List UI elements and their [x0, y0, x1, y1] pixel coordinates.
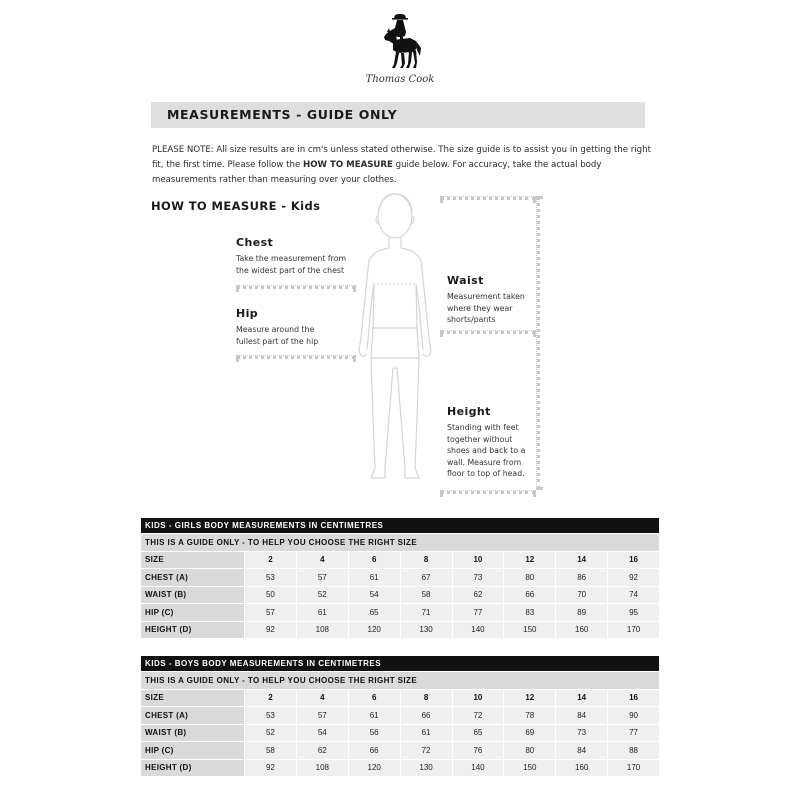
value-cell: 61 — [348, 707, 400, 725]
value-cell: 150 — [504, 621, 556, 639]
value-cell: 66 — [504, 586, 556, 604]
value-cell: 66 — [400, 707, 452, 725]
value-cell: 78 — [504, 707, 556, 725]
value-cell: 73 — [452, 569, 504, 587]
value-cell: 89 — [556, 604, 608, 622]
dotted-guide-top — [440, 196, 536, 200]
value-cell: 120 — [348, 621, 400, 639]
dotted-guide-chest — [236, 285, 356, 289]
chest-title: Chest — [236, 236, 274, 249]
value-cell: 170 — [608, 759, 660, 777]
dotted-guide-waist — [440, 330, 536, 334]
dotted-guide-hip — [236, 355, 356, 359]
waist-label-block — [447, 274, 525, 326]
height-label-block — [447, 405, 525, 480]
table-row — [141, 759, 660, 777]
height-desc-1: Standing with feet — [447, 423, 519, 432]
value-cell: 130 — [400, 621, 452, 639]
value-cell: 108 — [296, 621, 348, 639]
value-cell: 80 — [504, 742, 556, 760]
value-cell: 71 — [400, 604, 452, 622]
horse-rider-icon — [350, 10, 450, 88]
value-cell: 80 — [504, 569, 556, 587]
value-cell: 120 — [348, 759, 400, 777]
table-row — [141, 689, 660, 707]
value-cell: 58 — [245, 742, 297, 760]
value-cell: 69 — [504, 724, 556, 742]
value-cell: 52 — [296, 586, 348, 604]
height-desc-3: shoes and back to a — [447, 446, 526, 455]
table-row — [141, 551, 660, 569]
boys-table-subheader: THIS IS A GUIDE ONLY - TO HELP YOU CHOOSE THE RIGHT SIZE — [141, 672, 660, 690]
value-cell: 50 — [245, 586, 297, 604]
value-cell: 88 — [608, 742, 660, 760]
size-row-label: SIZE — [141, 689, 245, 707]
hip-desc-2: fullest part of the hip — [236, 336, 319, 346]
size-cell: 12 — [504, 551, 556, 569]
size-cell: 14 — [556, 689, 608, 707]
row-label: CHEST (A) — [141, 569, 245, 587]
size-cell: 4 — [296, 689, 348, 707]
table-row — [141, 604, 660, 622]
waist-desc-2: where they wear — [447, 303, 513, 313]
table-row — [141, 586, 660, 604]
note-text-2: guide below. For accuracy, take the actual body measurements rather than measuring over your clothes. — [152, 160, 602, 185]
value-cell: 77 — [608, 724, 660, 742]
row-label: HEIGHT (D) — [141, 621, 245, 639]
size-cell: 16 — [608, 689, 660, 707]
value-cell: 54 — [348, 586, 400, 604]
value-cell: 62 — [452, 586, 504, 604]
size-cell: 6 — [348, 689, 400, 707]
value-cell: 170 — [608, 621, 660, 639]
value-cell: 84 — [556, 707, 608, 725]
chest-desc-1: Take the measurement from — [236, 254, 347, 263]
value-cell: 72 — [452, 707, 504, 725]
size-row-label: SIZE — [141, 551, 245, 569]
value-cell: 53 — [245, 569, 297, 587]
value-cell: 65 — [452, 724, 504, 742]
child-figure-illustration — [345, 188, 445, 488]
value-cell: 61 — [296, 604, 348, 622]
table-row — [141, 742, 660, 760]
height-desc-4: wall. Measure from — [447, 457, 522, 467]
value-cell: 54 — [296, 724, 348, 742]
size-cell: 2 — [245, 689, 297, 707]
value-cell: 76 — [452, 742, 504, 760]
size-cell: 2 — [245, 551, 297, 569]
value-cell: 160 — [556, 621, 608, 639]
size-cell: 16 — [608, 551, 660, 569]
row-label: HEIGHT (D) — [141, 759, 245, 777]
value-cell: 140 — [452, 621, 504, 639]
value-cell: 58 — [400, 586, 452, 604]
value-cell: 53 — [245, 707, 297, 725]
value-cell: 90 — [608, 707, 660, 725]
size-cell: 8 — [400, 551, 452, 569]
row-label: WAIST (B) — [141, 586, 245, 604]
value-cell: 108 — [296, 759, 348, 777]
height-title: Height — [447, 405, 491, 418]
value-cell: 65 — [348, 604, 400, 622]
value-cell: 72 — [400, 742, 452, 760]
boys-measurement-table — [140, 655, 660, 777]
value-cell: 130 — [400, 759, 452, 777]
girls-table-header: KIDS - GIRLS BODY MEASUREMENTS IN CENTIMETRES — [141, 518, 660, 534]
size-cell: 12 — [504, 689, 556, 707]
size-cell: 6 — [348, 551, 400, 569]
value-cell: 92 — [245, 759, 297, 777]
brand-logo — [350, 10, 450, 88]
dotted-guide-right — [536, 196, 540, 490]
value-cell: 70 — [556, 586, 608, 604]
note-paragraph — [152, 143, 652, 188]
hip-label-block — [236, 307, 318, 347]
value-cell: 150 — [504, 759, 556, 777]
chest-label-block — [236, 236, 346, 276]
value-cell: 52 — [245, 724, 297, 742]
size-cell: 10 — [452, 551, 504, 569]
row-label: CHEST (A) — [141, 707, 245, 725]
value-cell: 84 — [556, 742, 608, 760]
size-cell: 8 — [400, 689, 452, 707]
value-cell: 61 — [400, 724, 452, 742]
size-cell: 4 — [296, 551, 348, 569]
hip-desc-1: Measure around the — [236, 325, 315, 334]
waist-desc-1: Measurement taken — [447, 292, 525, 301]
table-row — [141, 707, 660, 725]
value-cell: 57 — [296, 707, 348, 725]
row-label: WAIST (B) — [141, 724, 245, 742]
value-cell: 57 — [245, 604, 297, 622]
value-cell: 92 — [245, 621, 297, 639]
brand-wordmark: Thomas Cook — [365, 74, 435, 85]
height-desc-2: together without — [447, 434, 513, 444]
value-cell: 74 — [608, 586, 660, 604]
value-cell: 67 — [400, 569, 452, 587]
value-cell: 140 — [452, 759, 504, 777]
girls-table-subheader: THIS IS A GUIDE ONLY - TO HELP YOU CHOOSE THE RIGHT SIZE — [141, 534, 660, 552]
how-to-measure-heading: HOW TO MEASURE - Kids — [151, 199, 321, 213]
value-cell: 56 — [348, 724, 400, 742]
waist-title: Waist — [447, 274, 484, 287]
value-cell: 73 — [556, 724, 608, 742]
size-cell: 10 — [452, 689, 504, 707]
value-cell: 57 — [296, 569, 348, 587]
table-row — [141, 621, 660, 639]
value-cell: 92 — [608, 569, 660, 587]
page-title-band — [151, 102, 645, 128]
value-cell: 77 — [452, 604, 504, 622]
note-bold-text: HOW TO MEASURE — [303, 160, 393, 170]
table-row — [141, 724, 660, 742]
waist-desc-3: shorts/pants — [447, 315, 496, 324]
size-cell: 14 — [556, 551, 608, 569]
boys-table-header: KIDS - BOYS BODY MEASUREMENTS IN CENTIMETRES — [141, 656, 660, 672]
hip-title: Hip — [236, 307, 259, 320]
dotted-guide-bottom — [440, 490, 536, 494]
page-title: MEASUREMENTS - GUIDE ONLY — [167, 107, 398, 122]
value-cell: 61 — [348, 569, 400, 587]
table-row — [141, 569, 660, 587]
note-text-1: PLEASE NOTE: All size results are in cm's unless stated otherwise. The size guide is to assist you in getting the right fit, the first time. Please follow the — [152, 145, 651, 170]
row-label: HIP (C) — [141, 742, 245, 760]
value-cell: 86 — [556, 569, 608, 587]
girls-measurement-table — [140, 517, 660, 639]
row-label: HIP (C) — [141, 604, 245, 622]
value-cell: 83 — [504, 604, 556, 622]
height-desc-5: floor to top of head. — [447, 469, 525, 478]
value-cell: 160 — [556, 759, 608, 777]
value-cell: 95 — [608, 604, 660, 622]
value-cell: 66 — [348, 742, 400, 760]
chest-desc-2: the widest part of the chest — [236, 265, 345, 275]
value-cell: 62 — [296, 742, 348, 760]
